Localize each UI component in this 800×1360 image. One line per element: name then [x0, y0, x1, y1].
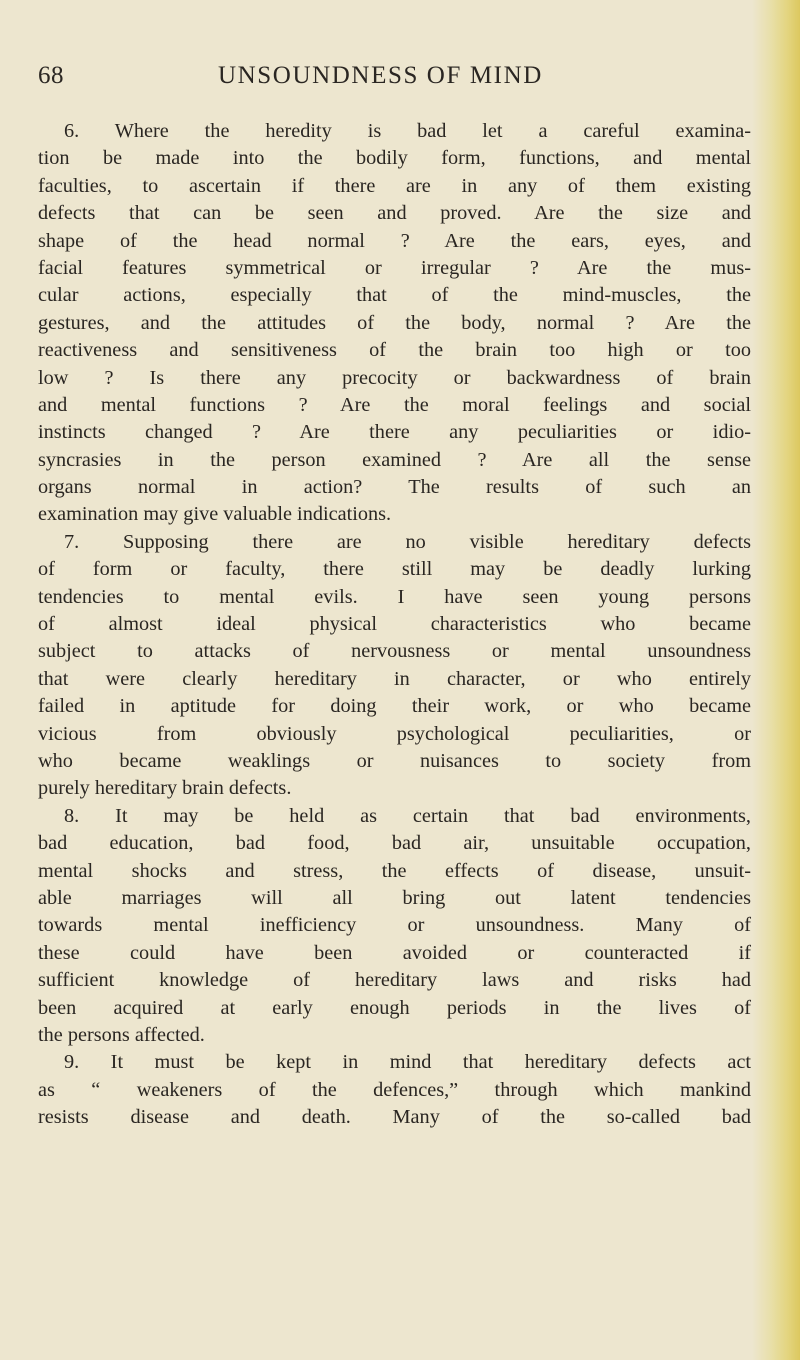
text-line: 9. It must be kept in mind that hereditary defects act	[64, 1051, 751, 1074]
text-line: 6. Where the heredity is bad let a careful examina-	[64, 120, 751, 142]
text-line: subject to attacks of nervousness or mental unsoundness	[38, 640, 751, 663]
text-line: gestures, and the attitudes of the body, normal ? Are the	[38, 311, 751, 334]
text-line: shape of the head normal ? Are the ears, eyes, and	[38, 229, 751, 252]
text-line: failed in aptitude for doing their work, or who became	[38, 695, 751, 718]
text-line: syncrasies in the person examined ? Are all the sense	[38, 448, 751, 471]
text-line: vicious from obviously psychological peculiarities, or	[38, 722, 751, 745]
text-line: able marriages will all bring out latent tendencies	[38, 886, 751, 909]
text-line: faculties, to ascertain if there are in any of them existing	[38, 174, 751, 197]
text-line: instincts changed ? Are there any peculiarities or idio-	[38, 421, 751, 444]
text-line: towards mental inefficiency or unsoundness. Many of	[38, 914, 751, 937]
text-line: reactiveness and sensitiveness of the brain too high or too	[38, 339, 751, 362]
text-line: bad education, bad food, bad air, unsuitable occupation,	[38, 832, 751, 855]
text-line: resists disease and death. Many of the so-called bad	[38, 1106, 751, 1129]
text-line: tendencies to mental evils. I have seen young persons	[38, 585, 751, 608]
text-line: 7. Supposing there are no visible hereditary defects	[64, 530, 751, 553]
text-line: examination may give valuable indications.	[38, 503, 392, 526]
text-line: defects that can be seen and proved. Are the size and	[38, 202, 751, 225]
text-line: of almost ideal physical characteristics who became	[38, 613, 751, 636]
text-line: the persons affected.	[38, 1023, 205, 1046]
text-line: mental shocks and stress, the effects of disease, unsuit-	[38, 859, 751, 882]
text-line: tion be made into the bodily form, functions, and mental	[38, 147, 751, 170]
text-line: who became weaklings or nuisances to society from	[38, 749, 751, 772]
text-line: facial features symmetrical or irregular ? Are the mus-	[38, 256, 751, 279]
text-line: that were clearly hereditary in character, or who entirely	[38, 667, 751, 690]
text-line: as “ weakeners of the defences,” through which mankind	[38, 1078, 751, 1101]
running-title: UNSOUNDNESS OF MIND	[218, 62, 543, 89]
page-header	[38, 62, 750, 92]
text-line: sufficient knowledge of hereditary laws and risks had	[38, 969, 751, 992]
page-edge-shading	[752, 0, 800, 1360]
text-line: 8. It may be held as certain that bad environments,	[64, 804, 751, 827]
text-line: these could have been avoided or counteracted if	[38, 941, 751, 964]
text-line: cular actions, especially that of the mind-muscles, the	[38, 284, 751, 307]
text-line: of form or faculty, there still may be deadly lurking	[38, 558, 751, 581]
text-line: purely hereditary brain defects.	[38, 777, 292, 800]
text-line: and mental functions ? Are the moral feelings and social	[38, 393, 751, 416]
page-number: 68	[38, 62, 64, 89]
body-text	[38, 118, 751, 1131]
text-line: organs normal in action? The results of such an	[38, 476, 751, 499]
text-line: low ? Is there any precocity or backwardness of brain	[38, 366, 751, 389]
text-line: been acquired at early enough periods in the lives of	[38, 996, 751, 1019]
